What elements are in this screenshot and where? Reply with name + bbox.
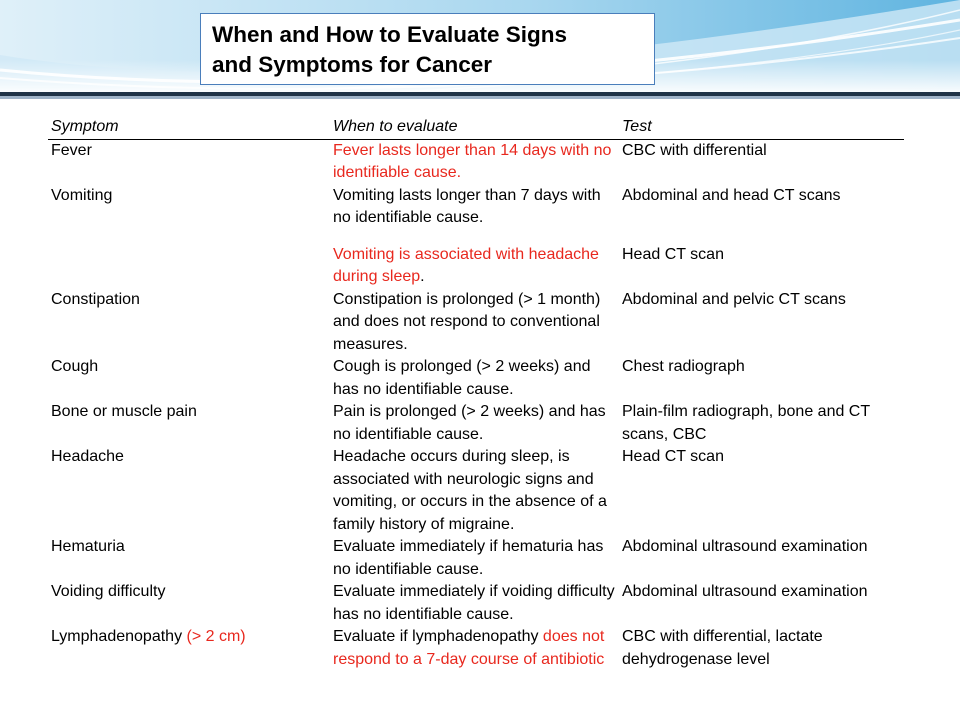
cell-text: Abdominal and head CT scans bbox=[622, 186, 841, 204]
slide-title bbox=[200, 13, 655, 85]
when-to-evaluate-cell bbox=[330, 230, 619, 289]
when-to-evaluate-cell bbox=[330, 581, 619, 626]
test-cell bbox=[619, 139, 904, 185]
symptom-cell bbox=[48, 446, 330, 536]
symptom-cell bbox=[48, 581, 330, 626]
cell-text: Abdominal ultrasound examination bbox=[622, 583, 868, 600]
test-cell bbox=[619, 446, 904, 536]
test-cell bbox=[619, 536, 904, 581]
when-to-evaluate-cell bbox=[330, 289, 619, 357]
cell-text: . bbox=[420, 268, 425, 285]
cell-text: Constipation bbox=[51, 290, 140, 308]
when-to-evaluate-cell bbox=[330, 446, 619, 536]
header-bar bbox=[0, 92, 960, 96]
cell-text: Head CT scan bbox=[622, 245, 724, 263]
when-to-evaluate-cell bbox=[330, 536, 619, 581]
test-cell bbox=[619, 289, 904, 357]
cell-text: CBC with differential, lactate dehydrogenase level bbox=[622, 628, 823, 668]
column-header-when-to-evaluate: When to evaluate bbox=[330, 114, 619, 139]
symptom-cell bbox=[48, 230, 330, 289]
cell-text: Evaluate immediately if voiding difficulty has no identifiable cause. bbox=[333, 583, 615, 623]
cell-text: CBC with differential bbox=[622, 141, 767, 159]
highlighted-text: Vomiting is associated with headache during sleep bbox=[333, 245, 599, 285]
cell-text: Pain is prolonged (> 2 weeks) and has no identifiable cause. bbox=[333, 403, 606, 443]
cell-text: Vomiting bbox=[51, 186, 113, 204]
slide-title-line: When and How to Evaluate Signs bbox=[212, 22, 568, 47]
table-row bbox=[48, 536, 904, 581]
highlighted-text: Fever lasts longer than 14 days with no identifiable cause. bbox=[333, 141, 612, 181]
cell-text: Chest radiograph bbox=[622, 358, 745, 375]
table-row bbox=[48, 446, 904, 536]
symptom-cell bbox=[48, 626, 330, 671]
symptom-cell bbox=[48, 185, 330, 230]
symptom-cell bbox=[48, 139, 330, 185]
when-to-evaluate-cell bbox=[330, 401, 619, 446]
test-cell bbox=[619, 356, 904, 401]
table-row bbox=[48, 581, 904, 626]
cell-text: Vomiting lasts longer than 7 days with no identifiable cause. bbox=[333, 186, 601, 226]
cell-text: Abdominal and pelvic CT scans bbox=[622, 290, 846, 308]
column-header-symptom: Symptom bbox=[48, 114, 330, 139]
table-row bbox=[48, 185, 904, 230]
cell-text: Cough is prolonged (> 2 weeks) and has no identifiable cause. bbox=[333, 358, 591, 398]
highlighted-text: does not respond to a 7-day course of antibiotic bbox=[333, 628, 605, 668]
cell-text: Voiding difficulty bbox=[51, 583, 166, 600]
test-cell bbox=[619, 581, 904, 626]
cell-text: Headache bbox=[51, 448, 124, 465]
table-row bbox=[48, 289, 904, 357]
slide-title-line: and Symptoms for Cancer bbox=[212, 52, 493, 77]
when-to-evaluate-cell bbox=[330, 185, 619, 230]
test-cell bbox=[619, 185, 904, 230]
table-row bbox=[48, 356, 904, 401]
cell-text: Fever bbox=[51, 141, 92, 159]
symptom-evaluation-table bbox=[48, 114, 904, 671]
cell-text: Plain-film radiograph, bone and CT scans, CBC bbox=[622, 403, 870, 443]
when-to-evaluate-cell bbox=[330, 139, 619, 185]
symptom-cell bbox=[48, 356, 330, 401]
symptom-cell bbox=[48, 289, 330, 357]
when-to-evaluate-cell bbox=[330, 626, 619, 671]
table-row bbox=[48, 139, 904, 185]
cell-text: Cough bbox=[51, 358, 99, 375]
when-to-evaluate-cell bbox=[330, 356, 619, 401]
highlighted-text: (> 2 cm) bbox=[186, 628, 246, 645]
cell-text: Evaluate immediately if hematuria has no identifiable cause. bbox=[333, 538, 604, 578]
table-row bbox=[48, 626, 904, 671]
test-cell bbox=[619, 401, 904, 446]
column-header-test: Test bbox=[619, 114, 904, 139]
symptom-cell bbox=[48, 401, 330, 446]
test-cell bbox=[619, 626, 904, 671]
symptom-cell bbox=[48, 536, 330, 581]
cell-text: Bone or muscle pain bbox=[51, 403, 197, 420]
cell-text: Headache occurs during sleep, is associated with neurologic signs and vomiting, or occurs in the absence of a family history of migraine. bbox=[333, 448, 607, 533]
cell-text: Hematuria bbox=[51, 538, 125, 555]
cell-text: Lymphadenopathy bbox=[51, 628, 187, 645]
cell-text: Abdominal ultrasound examination bbox=[622, 538, 868, 555]
cell-text: Head CT scan bbox=[622, 448, 724, 465]
cell-text: Evaluate if lymphadenopathy bbox=[333, 628, 543, 645]
table-header-row bbox=[48, 114, 904, 139]
cell-text: Constipation is prolonged (> 1 month) and does not respond to conventional measures. bbox=[333, 290, 601, 353]
table-row bbox=[48, 401, 904, 446]
table-row bbox=[48, 230, 904, 289]
test-cell bbox=[619, 230, 904, 289]
